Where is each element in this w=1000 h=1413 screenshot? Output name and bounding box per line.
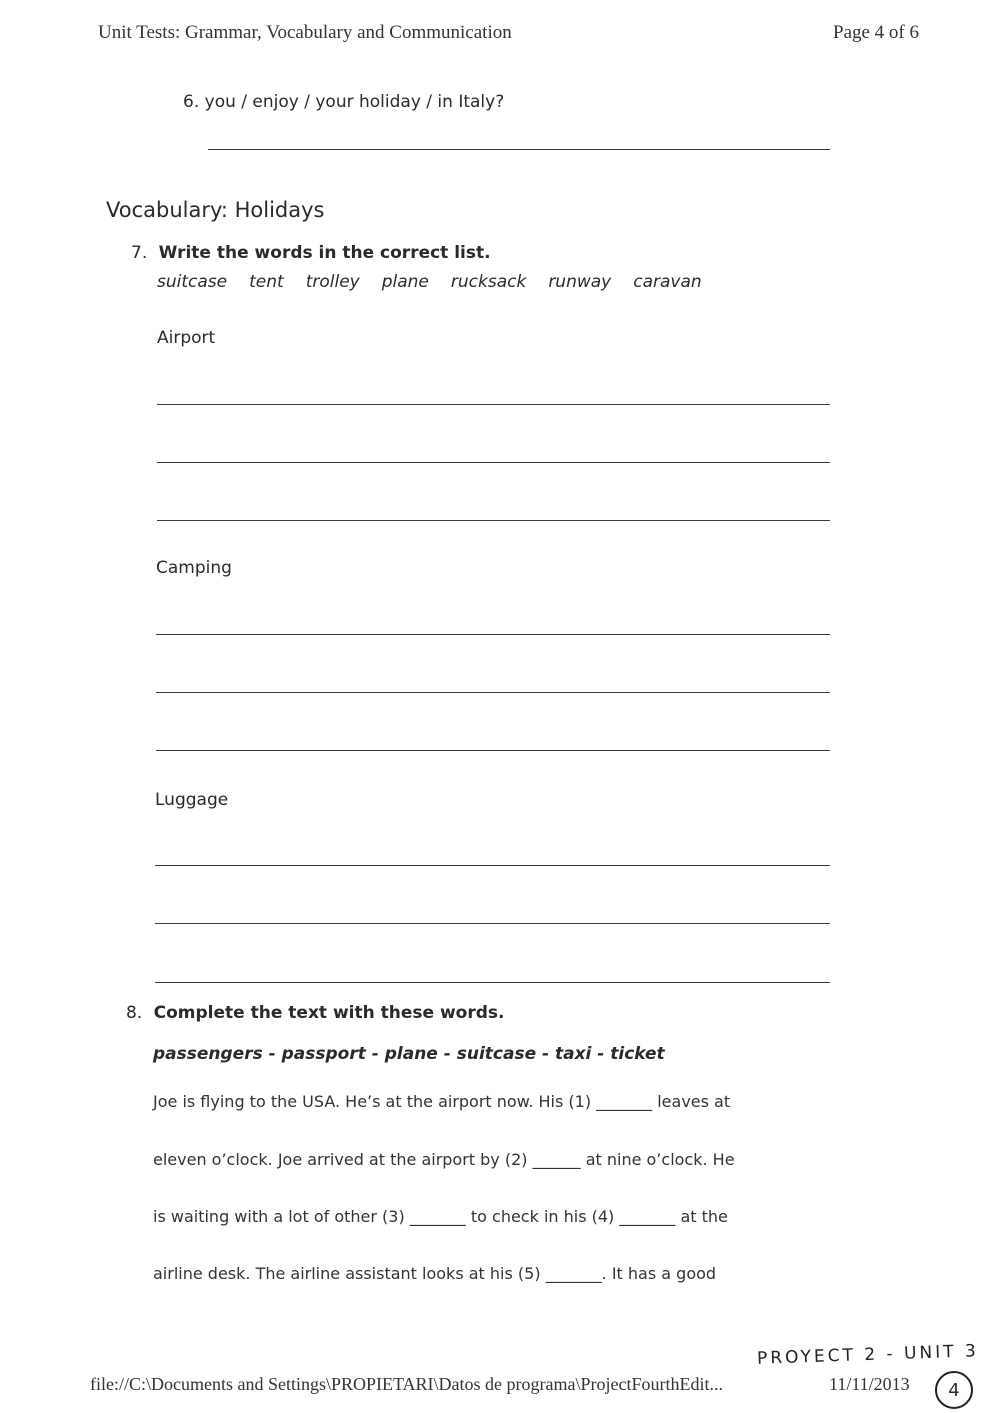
question-8-instruction: Complete the text with these words. bbox=[153, 1003, 505, 1023]
question-8 bbox=[126, 1003, 504, 1023]
question-7-instruction: Write the words in the correct list. bbox=[158, 243, 491, 263]
answer-line-luggage[interactable] bbox=[155, 923, 830, 924]
answer-line-luggage[interactable] bbox=[155, 982, 830, 983]
handwritten-page-number: 4 bbox=[948, 1379, 960, 1401]
answer-line-6[interactable] bbox=[208, 149, 830, 150]
answer-line-camping[interactable] bbox=[156, 750, 830, 751]
answer-line-airport[interactable] bbox=[157, 404, 830, 405]
category-luggage: Luggage bbox=[155, 790, 229, 810]
word-item: suitcase bbox=[157, 272, 228, 292]
word-item: tent bbox=[249, 272, 284, 292]
question-6-number: 6. bbox=[183, 92, 200, 112]
word-bank-8: passengers - passport - plane - suitcase - taxi - ticket bbox=[153, 1044, 665, 1064]
paragraph-line: Joe is flying to the USA. He’s at the airport now. His (1) _______ leaves at bbox=[153, 1092, 731, 1111]
question-6-text: you / enjoy / your holiday / in Italy? bbox=[204, 92, 505, 112]
question-7-number: 7. bbox=[131, 243, 148, 263]
word-item: trolley bbox=[305, 272, 360, 292]
category-camping: Camping bbox=[156, 558, 232, 578]
word-item: rucksack bbox=[450, 272, 527, 292]
paragraph-line: eleven o’clock. Joe arrived at the airport by (2) ______ at nine o’clock. He bbox=[153, 1150, 735, 1169]
word-item: plane bbox=[381, 272, 429, 292]
header-title: Unit Tests: Grammar, Vocabulary and Communication bbox=[98, 22, 512, 43]
question-8-number: 8. bbox=[126, 1003, 143, 1023]
category-airport: Airport bbox=[157, 328, 216, 348]
answer-line-airport[interactable] bbox=[157, 520, 830, 521]
answer-line-luggage[interactable] bbox=[155, 865, 830, 866]
word-item: runway bbox=[548, 272, 612, 292]
handwritten-note: PROYECT 2 - UNIT 3 bbox=[756, 1341, 980, 1369]
file-path: file://C:\Documents and Settings\PROPIETARI\Datos de programa\ProjectFourthEdit... bbox=[90, 1374, 723, 1394]
section-heading: Vocabulary: Holidays bbox=[106, 198, 325, 222]
answer-line-airport[interactable] bbox=[157, 462, 830, 463]
question-7 bbox=[131, 243, 491, 263]
paragraph-line: is waiting with a lot of other (3) _______ to check in his (4) _______ at the bbox=[153, 1207, 728, 1226]
handwritten-page-circle bbox=[935, 1371, 973, 1409]
page-number: Page 4 of 6 bbox=[833, 22, 920, 43]
paragraph-line: airline desk. The airline assistant looks at his (5) _______. It has a good bbox=[153, 1264, 717, 1283]
answer-line-camping[interactable] bbox=[156, 634, 830, 635]
word-bank-7 bbox=[157, 272, 724, 292]
print-date: 11/11/2013 bbox=[829, 1374, 910, 1394]
word-item: caravan bbox=[633, 272, 702, 292]
question-6 bbox=[183, 92, 504, 112]
answer-line-camping[interactable] bbox=[156, 692, 830, 693]
